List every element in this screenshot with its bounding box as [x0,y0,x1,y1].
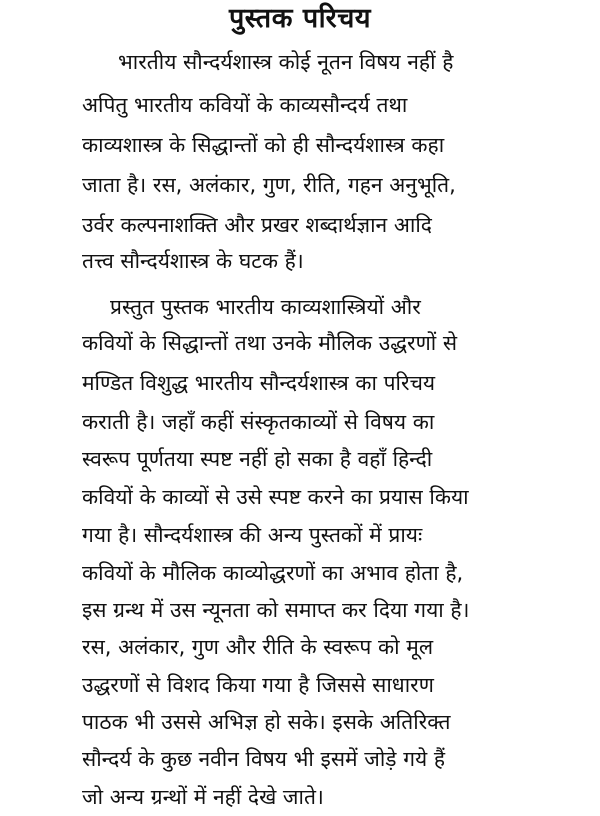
text-line: पाठक भी उससे अभिज्ञ हो सके। इसके अतिरिक्त [82,710,451,734]
text-line: रस, अलंकार, गुण और रीति के स्वरूप को मूल [82,635,434,659]
text-line: अपितु भारतीय कवियों के काव्यसौन्दर्य तथा [82,93,408,117]
text-line: मण्डित विशुद्ध भारतीय सौन्दर्यशास्त्र का परिचय [82,371,436,395]
text-line: कवियों के मौलिक काव्योद्धरणों का अभाव होता है, [82,561,464,585]
text-line: जो अन्य ग्रन्थों में नहीं देखे जाते। [82,785,324,809]
text-line: स्वरूप पूर्णतया स्पष्ट नहीं हो सका है वहाँ हिन्दी [82,447,433,471]
text-line: उर्वर कल्पनाशक्ति और प्रखर शब्दार्थज्ञान आदि [82,213,432,237]
text-line: भारतीय सौन्दर्यशास्त्र कोई नूतन विषय नहीं है [118,50,454,74]
text-line: प्रस्तुत पुस्तक भारतीय काव्यशास्त्रियों और [110,295,421,319]
text-line: कराती है। जहाँ कहीं संस्कृतकाव्यों से विषय का [82,410,435,434]
text-line: उद्धरणों से विशद किया गया है जिससे साधारण [82,673,434,697]
text-line: कवियों के सिद्धान्तों तथा उनके मौलिक उद्धरणों से [82,331,458,355]
text-line: सौन्दर्य के कुछ नवीन विषय भी इसमें जोड़े गये हैं [82,747,446,771]
text-line: काव्यशास्त्र के सिद्धान्तों को ही सौन्दर्यशास्त्र कहा [82,133,445,157]
text-line: कवियों के काव्यों से उसे स्पष्ट करने का प्रयास किया [82,485,469,509]
text-line: तत्त्व सौन्दर्यशास्त्र के घटक हैं। [82,249,304,273]
page-title: पुस्तक परिचय [228,3,372,34]
text-line: जाता है। रस, अलंकार, गुण, रीति, गहन अनुभूति, [82,173,456,197]
text-line: गया है। सौन्दर्यशास्त्र की अन्य पुस्तकों में प्रायः [82,523,423,547]
text-line: इस ग्रन्थ में उस न्यूनता को समाप्त कर दिया गया है। [82,598,470,622]
